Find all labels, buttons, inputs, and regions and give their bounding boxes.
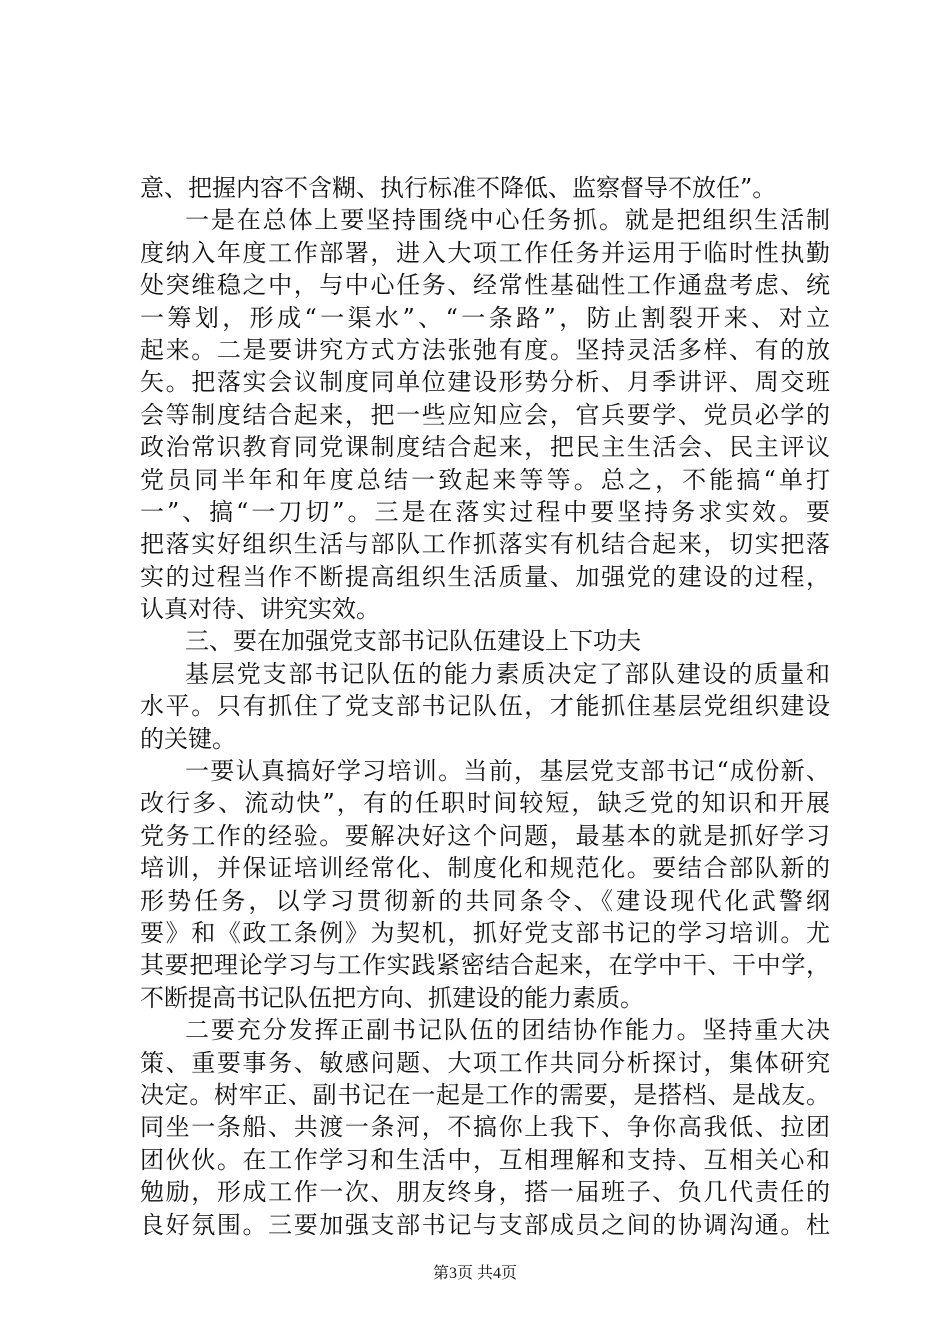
text-line: 意、把握内容不含糊、执行标准不降低、监察督导不放任”。 [140,174,777,202]
text-line: 处突维稳之中，与中心任务、经常性基础性工作通盘考虑、统 [140,271,830,300]
text-line: 形势任务，以学习贯彻新的共同条令、《建设现代化武警纲 [140,886,830,915]
text-line: 的关键。 [140,724,236,753]
text-line: 政治常识教育同党课制度结合起来，把民主生活会、民主评议 [140,433,830,462]
text-line: 一”、搞“一刀切”。三是在落实过程中要坚持务求实效。要 [140,497,830,526]
page-footer: 第3页 共4页 [432,1265,517,1282]
text-line: 二要充分发挥正副书记队伍的团结协作能力。坚持重大决 [185,1016,830,1045]
text-line: 一要认真搞好学习培训。当前，基层党支部书记“成份新、 [185,757,830,786]
text-line: 实的过程当作不断提高组织生活质量、加强党的建设的过程， [140,562,830,591]
document-body [140,172,830,1241]
text-line: 良好氛围。三要加强支部书记与支部成员之间的协调沟通。杜 [140,1210,830,1239]
text-line: 同坐一条船、共渡一条河，不搞你上我下、争你高我低、拉团 [140,1113,830,1142]
text-line: 其要把理论学习与工作实践紧密结合起来，在学中干、干中学， [140,951,830,980]
text-line: 勉励，形成工作一次、朋友终身，搭一届班子、负几代责任的 [140,1178,830,1207]
text-line: 一筹划，形成“一渠水”、“一条路”，防止割裂开来、对立 [140,303,830,332]
text-line: 党员同半年和年度总结一致起来等等。总之，不能搞“单打 [140,465,830,494]
text-line: 改行多、流动快”，有的任职时间较短，缺乏党的知识和开展 [140,789,830,818]
text-line: 决定。树牢正、副书记在一起是工作的需要，是搭档、是战友。 [140,1080,830,1109]
text-line: 矢。把落实会议制度同单位建设形势分析、月季讲评、周交班 [140,368,830,397]
text-line: 策、重要事务、敏感问题、大项工作共同分析探讨，集体研究 [140,1048,830,1077]
text-line: 党务工作的经验。要解决好这个问题，最基本的就是抓好学习 [140,821,830,850]
text-line: 水平。只有抓住了党支部书记队伍，才能抓住基层党组织建设 [140,692,830,721]
text-line: 不断提高书记队伍把方向、抓建设的能力素质。 [140,983,644,1012]
text-line: 认真对待、讲究实效。 [140,595,380,624]
text-line: 培训，并保证培训经常化、制度化和规范化。要结合部队新的 [140,854,830,883]
text-line: 三、要在加强党支部书记队伍建设上下功夫 [185,627,641,656]
text-line: 度纳入年度工作部署，进入大项工作任务并运用于临时性执勤 [140,238,830,267]
text-line: 基层党支部书记队伍的能力素质决定了部队建设的质量和 [185,659,830,688]
text-line: 一是在总体上要坚持围绕中心任务抓。就是把组织生活制 [185,206,830,235]
text-line: 要》和《政工条例》为契机，抓好党支部书记的学习培训。尤 [140,918,830,947]
text-line: 会等制度结合起来，把一些应知应会，官兵要学、党员必学的 [140,400,830,429]
text-line: 把落实好组织生活与部队工作抓落实有机结合起来，切实把落 [140,530,830,559]
text-line: 起来。二是要讲究方式方法张弛有度。坚持灵活多样、有的放 [140,335,830,364]
text-line: 团伙伙。在工作学习和生活中，互相理解和支持、互相关心和 [140,1145,830,1174]
